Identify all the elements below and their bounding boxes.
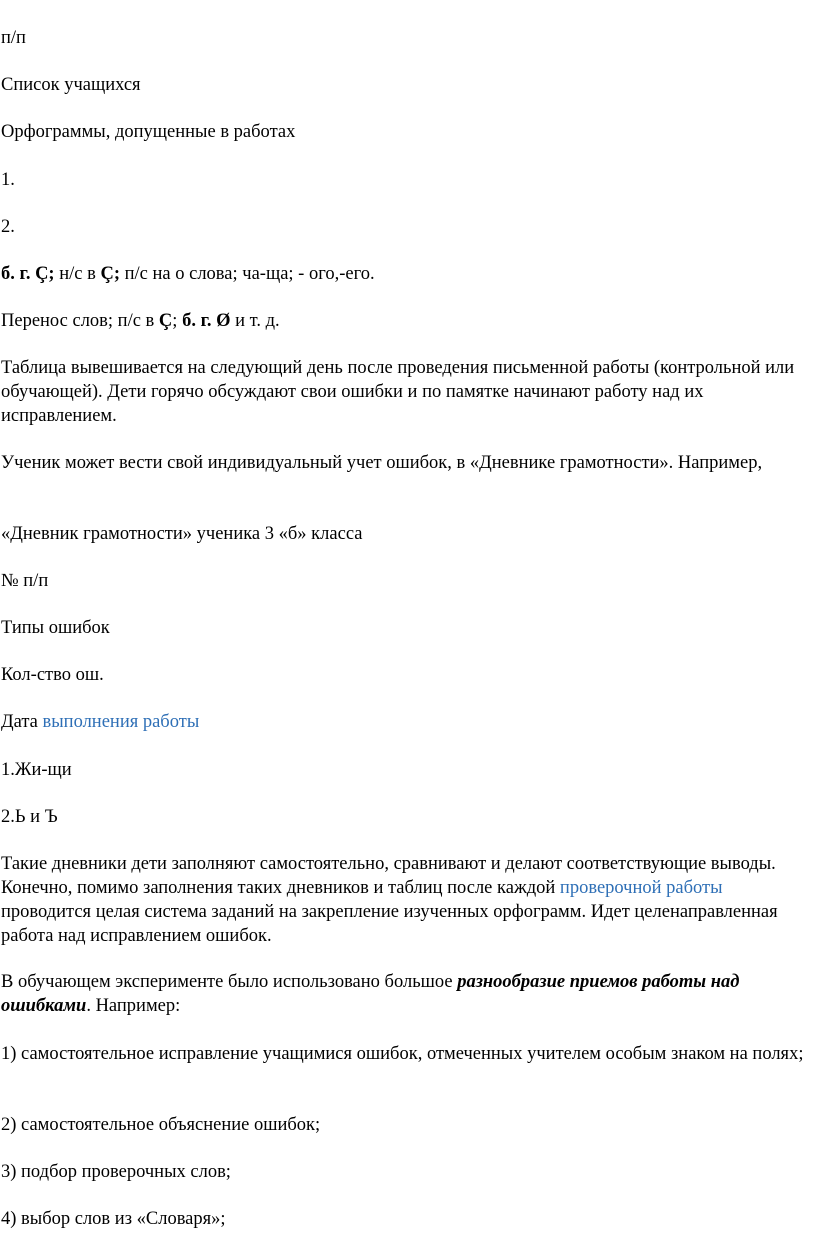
table-row-number-2: 2. bbox=[1, 217, 15, 237]
diary-header-error-types: Типы ошибок bbox=[1, 618, 110, 638]
method-list-item-2: 2) самостоятельное объяснение ошибок; bbox=[1, 1115, 321, 1135]
diary-row-2: 2.Ь и Ъ bbox=[1, 807, 58, 827]
method-list-item-1: 1) самостоятельное исправление учащимися ошибок, отмеченных учителем особым знаком на полях; bbox=[1, 1044, 804, 1064]
table-header-number: п/п bbox=[1, 28, 26, 48]
paragraph-methods bbox=[1, 970, 813, 1018]
diary-title: «Дневник грамотности» ученика 3 «б» класса bbox=[1, 524, 363, 544]
spelling-text: Перенос слов; п/с в bbox=[1, 311, 159, 331]
spelling-text: п/с на о слова; ча-ща; - ого,-его. bbox=[120, 264, 375, 284]
spelling-code-bold: б. г. Ø bbox=[182, 311, 231, 331]
diary-header-error-count: Кол-ство ош. bbox=[1, 665, 104, 685]
spelling-text: ; bbox=[172, 311, 183, 331]
spelling-text: и т. д. bbox=[230, 311, 280, 331]
paragraph-text: проводится целая система заданий на закрепление изученных орфограмм. Идет целенаправленная работа над исправлением ошибок. bbox=[1, 902, 778, 946]
spelling-list-row-2 bbox=[1, 309, 813, 333]
paragraph-table-usage: Таблица вывешивается на следующий день после проведения письменной работы (контрольной или обучающей). Дети горячо обсуждают свои ошибки и по памятке начинают работу над их исправлением. bbox=[1, 358, 795, 426]
link-work-completion[interactable]: выполнения работы bbox=[42, 712, 200, 732]
spelling-text: н/с в bbox=[54, 264, 101, 284]
method-list-item-3: 3) подбор проверочных слов; bbox=[1, 1162, 231, 1182]
spelling-code-bold: б. г. Ç; bbox=[1, 264, 55, 284]
spelling-code-bold: Ç; bbox=[100, 264, 120, 284]
paragraph-diaries bbox=[1, 852, 813, 948]
table-row-number-1: 1. bbox=[1, 170, 15, 190]
spelling-code-bold: Ç bbox=[158, 311, 173, 331]
date-label: Дата bbox=[1, 712, 43, 732]
link-check-work[interactable]: проверочной работы bbox=[559, 878, 723, 898]
table-header-spellings: Орфограммы, допущенные в работах bbox=[1, 122, 296, 142]
paragraph-text: . Например: bbox=[86, 996, 181, 1016]
paragraph-text: В обучающем эксперименте было использовано большое bbox=[1, 972, 458, 992]
paragraph-text: Такие дневники дети заполняют самостоятельно, сравнивают и делают соответствующие выводы. Конечно, помимо заполнения таких дневников и таблиц после каждой bbox=[1, 854, 776, 898]
table-header-students: Список учащихся bbox=[1, 75, 141, 95]
emphasis-bold-italic: разнообразие приемов работы над ошибками bbox=[1, 972, 740, 1016]
diary-header-number: № п/п bbox=[1, 571, 49, 591]
diary-header-date bbox=[1, 710, 813, 734]
paragraph-individual-record: Ученик может вести свой индивидуальный учет ошибок, в «Дневнике грамотности». Например, bbox=[1, 453, 763, 473]
method-list-item-4: 4) выбор слов из «Словаря»; bbox=[1, 1209, 226, 1229]
spelling-list-row-1 bbox=[1, 262, 813, 286]
diary-row-1: 1.Жи-щи bbox=[1, 760, 72, 780]
